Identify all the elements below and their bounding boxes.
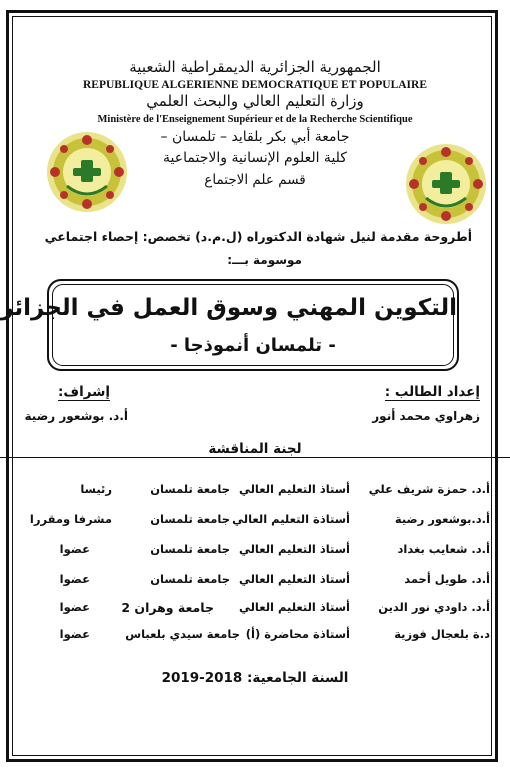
supervisor-name: أ.د. بوشعور رضية — [24, 409, 128, 423]
member-name: أ.د. شعايب بغداد — [397, 542, 490, 556]
student-name: زهراوي محمد أنور — [372, 409, 480, 423]
member-rank: أستاذ التعليم العالي — [238, 482, 350, 496]
committee-heading — [0, 441, 510, 458]
member-rank: أستاذ التعليم العالي — [238, 542, 350, 556]
ministry-french: Ministère de l'Enseignement Supérieur et de la Recherche Scientifique — [97, 114, 413, 125]
member-rank: أستاذ التعليم العالي — [238, 600, 350, 614]
member-name: أ.د. داودي نور الدين — [378, 600, 490, 614]
member-institution: جامعة وهران 2 — [121, 600, 214, 615]
republic-arabic: الجمهورية الجزائرية الديمقراطية الشعبية — [129, 58, 381, 76]
committee-row — [20, 512, 490, 532]
member-role: عضوا — [59, 572, 90, 586]
university-seal-left-icon — [45, 130, 129, 214]
committee-row — [20, 627, 490, 647]
member-institution: جامعة تلمسان — [150, 572, 230, 586]
thesis-title-box — [0, 279, 459, 371]
committee-row — [20, 482, 490, 502]
degree-line: أطروحة مقدمة لنيل شهادة الدكتوراه (ل.م.د) تخصص: إحصاء اجتماعي — [44, 229, 472, 244]
member-rank: أستاذ التعليم العالي — [238, 572, 350, 586]
member-institution: جامعة تلمسان — [150, 512, 230, 526]
thesis-subtitle: - تلمسان أنموذجا - — [170, 335, 336, 356]
member-institution: جامعة تلمسان — [150, 542, 230, 556]
committee-row — [20, 542, 490, 562]
department-name: قسم علم الاجتماع — [204, 172, 306, 188]
prepared-by-label: إعداد الطالب : — [384, 384, 480, 400]
member-role: رئيسا — [80, 482, 112, 496]
member-rank: أستاذة التعليم العالي — [232, 512, 350, 526]
member-rank: أستاذة محاضرة (أ) — [245, 627, 350, 641]
member-role: عضوا — [59, 542, 90, 556]
thesis-title: التكوين المهني وسوق العمل في الجزائر — [0, 295, 457, 321]
member-role: عضوا — [59, 627, 90, 641]
committee-row — [20, 572, 490, 592]
university-seal-right-icon — [404, 142, 488, 226]
supervision-label: إشراف: — [57, 384, 110, 400]
faculty-name: كلية العلوم الإنسانية والاجتماعية — [163, 150, 347, 166]
titled-label: موسومة بـــ: — [227, 253, 302, 267]
committee-row — [20, 600, 490, 620]
member-institution: جامعة سيدي بلعباس — [125, 627, 240, 641]
member-name: أ.د.بوشعور رضية — [394, 512, 490, 526]
member-role: مشرفا ومقررا — [29, 512, 112, 526]
committee-heading-text: لجنة المناقشة — [208, 441, 302, 457]
member-name: أ.د. طويل أحمد — [404, 572, 490, 586]
member-name: د.ة بلعجال فوزية — [394, 627, 490, 641]
ministry-arabic: وزارة التعليم العالي والبحث العلمي — [146, 92, 364, 110]
member-institution: جامعة تلمسان — [150, 482, 230, 496]
member-role: عضوا — [59, 600, 90, 614]
university-name: جامعة أبي بكر بلقايد – تلمسان – — [160, 129, 350, 145]
republic-french: REPUBLIQUE ALGERIENNE DEMOCRATIQUE ET POPULAIRE — [83, 79, 427, 91]
academic-year: السنة الجامعية: 2018-2019 — [161, 670, 349, 686]
member-name: أ.د. حمزة شريف علي — [368, 482, 490, 496]
